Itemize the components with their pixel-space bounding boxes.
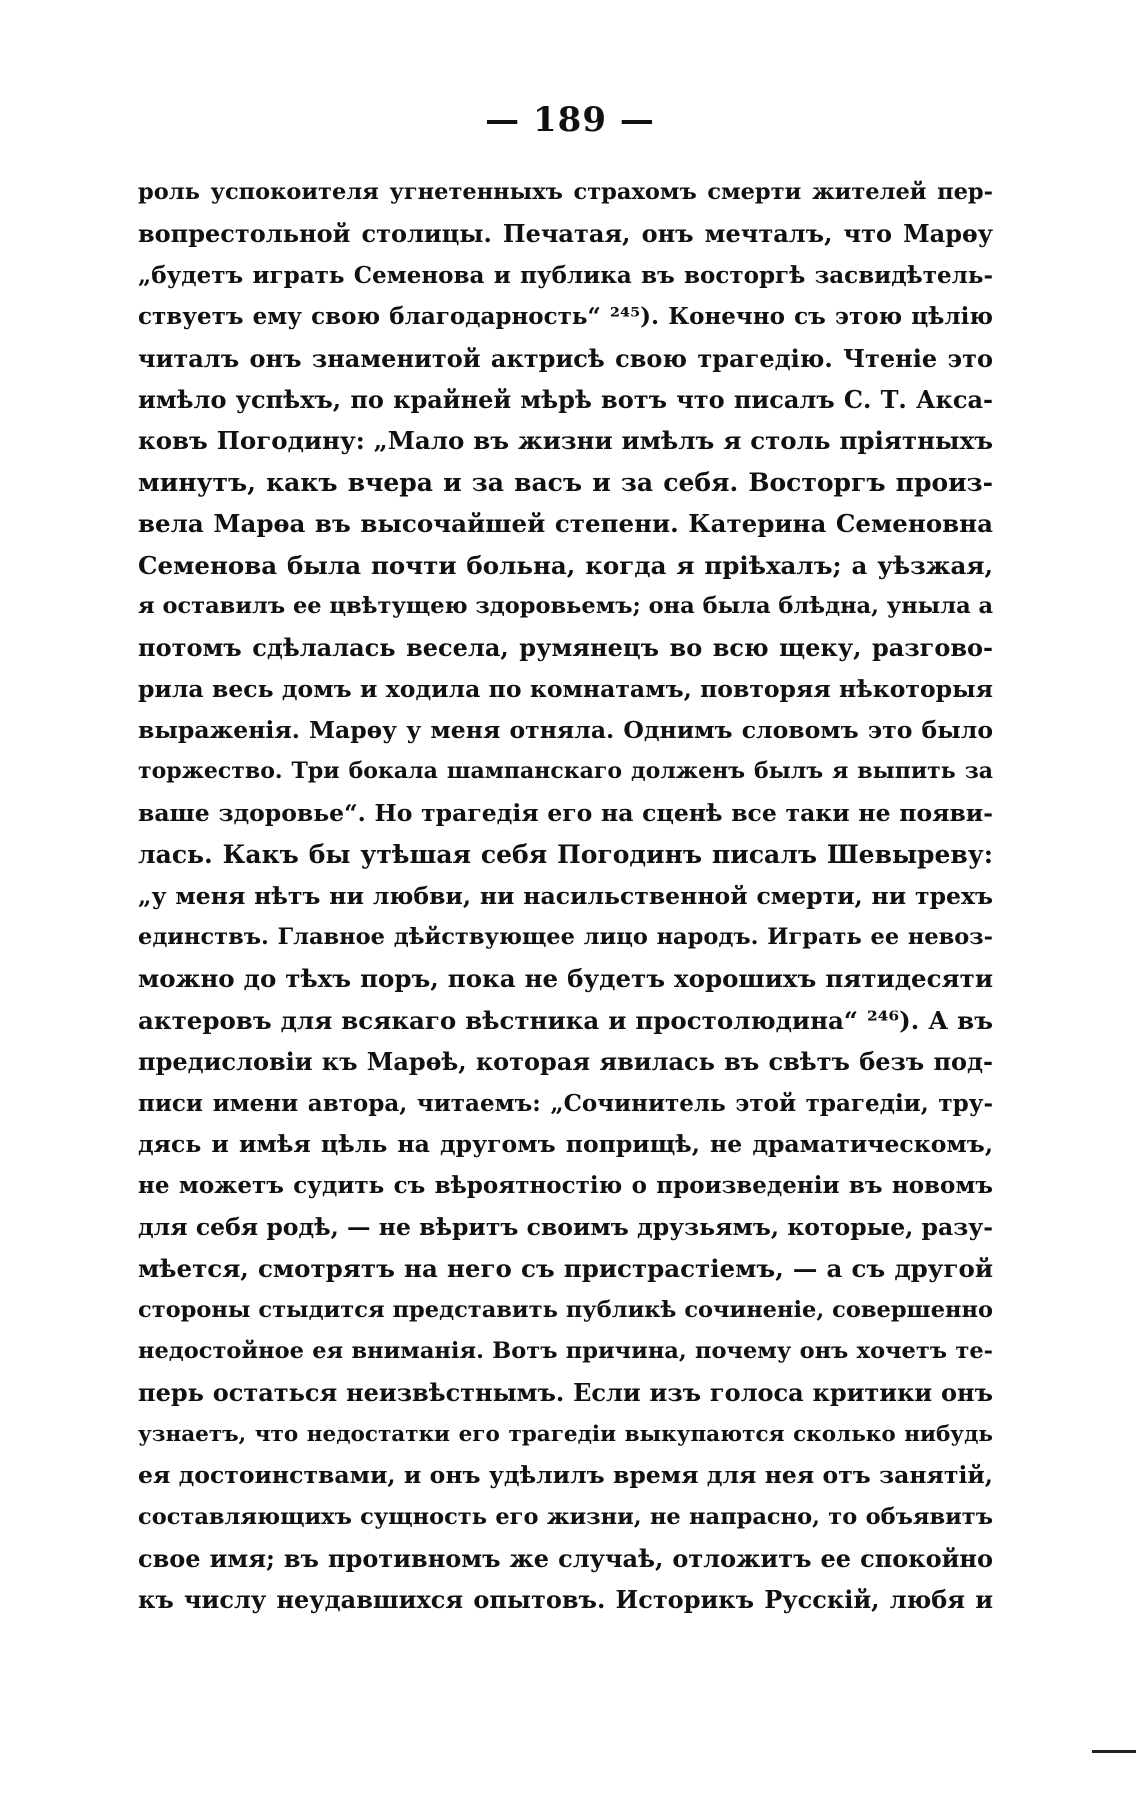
text-line: ковъ Погодину: „Мало въ жизни имѣлъ я столь пріятныхъ [138, 426, 993, 456]
page-number: — 189 — [485, 100, 655, 140]
text-line: „будетъ играть Семенова и публика въ восторгѣ засвидѣтель- [138, 261, 993, 289]
text-line: писи имени автора, читаемъ: „Сочинитель этой трагедіи, тру- [138, 1089, 993, 1117]
text-line: единствъ. Главное дѣйствующее лицо народъ. Играть ее невоз- [138, 924, 993, 951]
text-line: я оставилъ ее цвѣтущею здоровьемъ; она была блѣдна, уныла а [138, 592, 994, 619]
text-line: потомъ сдѣлалась весела, румянецъ во всю щеку, разгово- [138, 633, 993, 663]
margin-rule [1092, 1750, 1136, 1753]
text-line: мѣется, смотрятъ на него съ пристрастіемъ, — а съ другой [138, 1254, 993, 1284]
text-line: „у меня нѣтъ ни любви, ни насильственной смерти, ни трехъ [138, 881, 993, 910]
text-line: узнаетъ, что недостатки его трагедіи выкупаются сколько нибудь [138, 1421, 993, 1447]
text-line: рила весь домъ и ходила по комнатамъ, повторяя нѣкоторыя [138, 674, 993, 703]
text-line: къ числу неудавшихся опытовъ. Историкъ Русскій, любя и [138, 1585, 993, 1615]
text-line: предисловіи къ Марѳѣ, которая явилась въ свѣтъ безъ под- [138, 1047, 993, 1077]
text-line: составляющихъ сущность его жизни, не напрасно, то объявитъ [138, 1503, 993, 1530]
text-line: выраженія. Марѳу у меня отняла. Однимъ словомъ это было [138, 716, 993, 745]
text-line: для себя родѣ, — не вѣритъ своимъ друзьямъ, которые, разу- [138, 1212, 993, 1241]
body-text [138, 172, 993, 1621]
text-line: роль успокоителя угнетенныхъ страхомъ смерти жителей пер- [138, 179, 993, 205]
text-line: свое имя; въ противномъ же случаѣ, отложитъ ее спокойно [138, 1543, 993, 1573]
text-line: читалъ онъ знаменитой актрисѣ свою трагедію. Чтеніе это [138, 343, 993, 373]
text-line: недостойное ея вниманія. Вотъ причина, почему онъ хочетъ те- [138, 1337, 993, 1364]
text-line: вела Марѳа въ высочайшей степени. Катерина Семеновна [138, 509, 993, 539]
text-line: лась. Какъ бы утѣшая себя Погодинъ писалъ Шевыреву: [138, 840, 993, 870]
text-line: дясь и имѣя цѣль на другомъ поприщѣ, не драматическомъ, [138, 1129, 993, 1158]
text-line: можно до тѣхъ поръ, пока не будетъ хорошихъ пятидесяти [138, 964, 993, 994]
text-line: стороны стыдится представить публикѣ сочиненіе, совершенно [138, 1296, 993, 1323]
text-line: вопрестольной столицы. Печатая, онъ мечталъ, что Марѳу [138, 219, 993, 249]
text-line: торжество. Три бокала шампанскаго долженъ былъ я выпить за [138, 758, 993, 785]
text-line: актеровъ для всякаго вѣстника и простолюдина“ ²⁴⁶). А въ [138, 1005, 993, 1035]
text-line: ствуетъ ему свою благодарность“ ²⁴⁵). Конечно съ этою цѣлію [138, 303, 993, 331]
text-line: Семенова была почти больна, когда я пріѣхалъ; а уѣзжая, [138, 550, 993, 580]
text-line: не можетъ судить съ вѣроятностію о произведеніи въ новомъ [138, 1172, 993, 1200]
text-line: имѣло успѣхъ, по крайней мѣрѣ вотъ что писалъ С. Т. Акса- [138, 384, 993, 414]
text-line: ваше здоровье“. Но трагедія его на сценѣ все таки не появи- [138, 798, 993, 827]
text-line: минутъ, какъ вчера и за васъ и за себя. Восторгъ произ- [138, 467, 993, 497]
text-line: перь остаться неизвѣстнымъ. Если изъ голоса критики онъ [138, 1378, 993, 1408]
text-line: ея достоинствами, и онъ удѣлилъ время для нея отъ занятій, [138, 1461, 993, 1490]
